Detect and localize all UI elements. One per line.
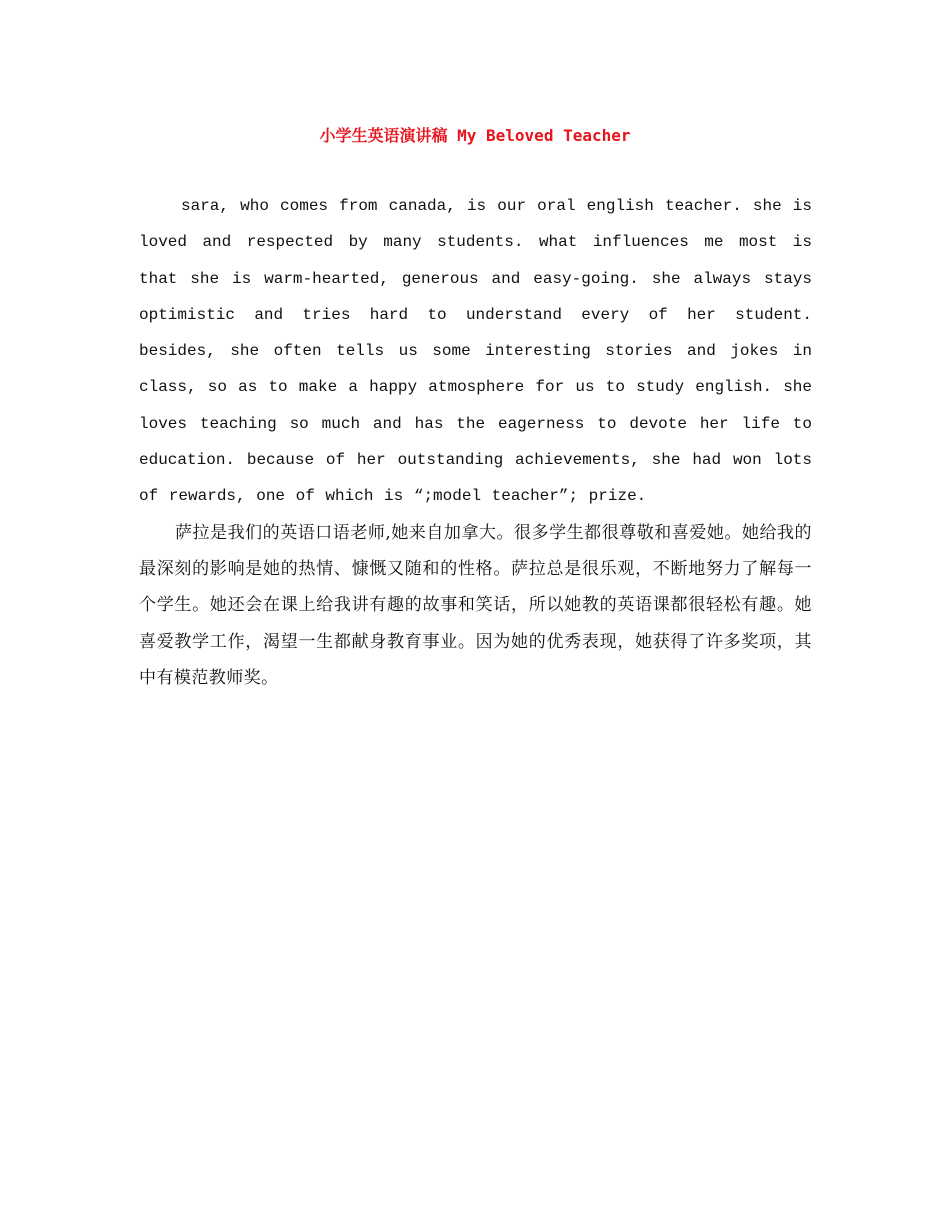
document-body bbox=[139, 188, 812, 696]
paragraph-english: sara, who comes from canada, is our oral english teacher. she is loved and respected by many students. what influences me most is that she is warm-hearted, generous and easy-going. she always stays optimistic and tries hard to understand every of her student. besides, she often tells us some interesting stories and jokes in class, so as to make a happy atmosphere for us to study english. she loves teaching so much and has the eagerness to devote her life to education. because of her outstanding achievements, she had won lots of rewards, one of which is “;model teacher”; prize. bbox=[139, 197, 812, 506]
paragraph-chinese: 萨拉是我们的英语口语老师,她来自加拿大。很多学生都很尊敬和喜爱她。她给我的最深刻的影响是她的热情、慷慨又随和的性格。萨拉总是很乐观，不断地努力了解每一个学生。她还会在课上给我讲有趣的故事和笑话，所以她教的英语课都很轻松有趣。她喜爱教学工作，渴望一生都献身教育事业。因为她的优秀表现，她获得了许多奖项，其中有模范教师奖。 bbox=[139, 522, 812, 688]
document-title: 小学生英语演讲稿 My Beloved Teacher bbox=[319, 126, 631, 145]
